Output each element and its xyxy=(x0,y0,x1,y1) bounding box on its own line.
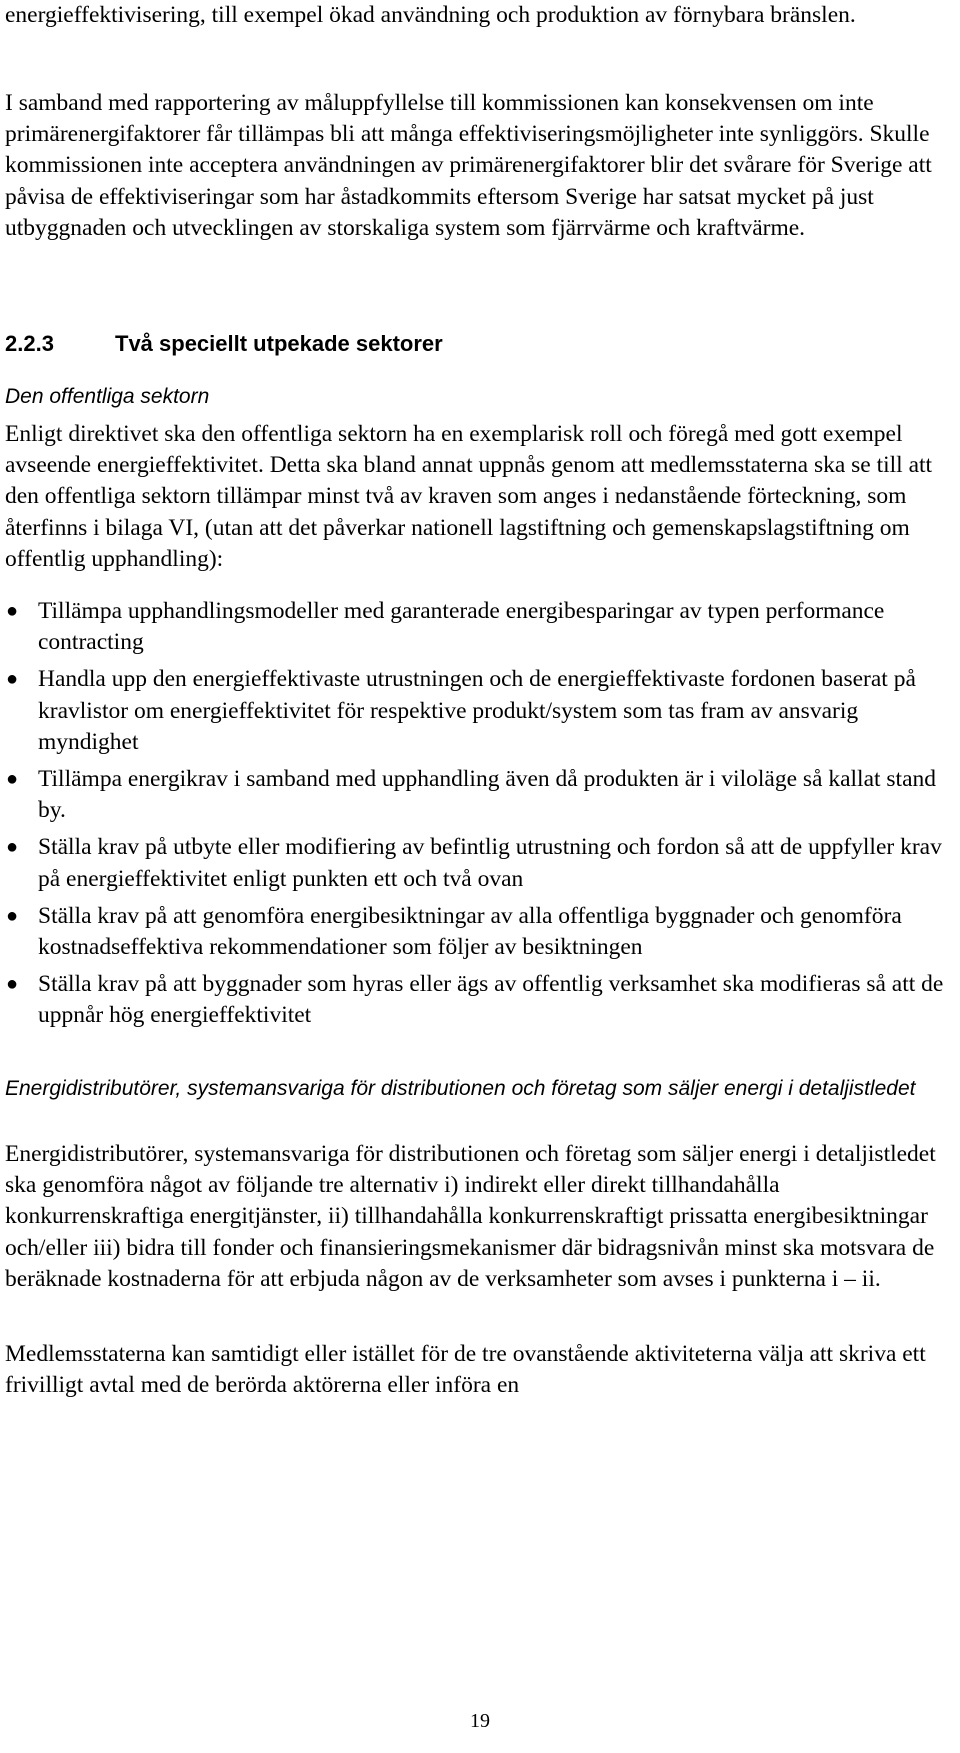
paragraph-public-sector: Enligt direktivet ska den offentliga sektorn ha en exemplarisk roll och föregå med gott exempel avseende energieffektivitet. Detta ska bland annat uppnås genom att medlemsstaterna ska se till att den offentliga sektorn tillämpar minst två av kraven som anges i nedanstående förteckning, som återfinns i bilaga VI, (utan att det påverkar nationell lagstiftning och gemenskapslagstiftning om offentlig upphandling): xyxy=(5,421,933,572)
page-number: 19 xyxy=(470,1710,490,1732)
list-item-text: Ställa krav på att byggnader som hyras eller ägs av offentlig verksamhet ska modifieras så att de uppnår hög energieffektivitet xyxy=(38,971,944,1029)
list-item xyxy=(0,969,960,1031)
list-item xyxy=(0,596,960,658)
paragraph-reporting: I samband med rapportering av måluppfyllelse till kommissionen kan konsekvensen om inte primärenergifaktorer får tillämpas bli att många effektiviseringsmöjligheter inte synliggörs. Skulle kommissionen inte acceptera användningen av primärenergifaktorer blir det svårare för Sverige att påvisa de effektiviseringar som har åstadkommits eftersom Sverige har satsat mycket på just utbyggnaden och utvecklingen av storskaliga system som fjärrvärme och kraftvärme. xyxy=(5,90,932,241)
list-item-text: Tillämpa upphandlingsmodeller med garanterade energibesparingar av typen performance contracting xyxy=(38,598,885,656)
list-item xyxy=(0,764,960,826)
bullet-icon: ● xyxy=(6,768,19,791)
list-item-text: Ställa krav på utbyte eller modifiering av befintlig utrustning och fordon så att de uppfyller krav på energieffektivitet enligt punkten ett och två ovan xyxy=(38,834,942,892)
list-item-text: Handla upp den energieffektivaste utrustningen och de energieffektivaste fordonen baserat på kravlistor om energieffektivitet för respektive produkt/system som tas fram av ansvarig myndighet xyxy=(38,666,916,755)
paragraph-intro: energieffektivisering, till exempel ökad användning och produktion av förnybara bränslen. xyxy=(5,2,856,28)
section-heading xyxy=(5,330,443,358)
bullet-icon: ● xyxy=(6,904,19,927)
bullet-icon: ● xyxy=(6,836,19,859)
section-number: 2.2.3 xyxy=(5,331,54,356)
subheading-energy-distributors: Energidistributörer, systemansvariga för distributionen och företag som säljer energi i detaljistledet xyxy=(5,1077,916,1100)
subheading-public-sector: Den offentliga sektorn xyxy=(5,385,210,408)
list-item xyxy=(0,901,960,963)
list-item-text: Ställa krav på att genomföra energibesiktningar av alla offentliga byggnader och genomföra kostnadseffektiva rekommendationer som följer av besiktningen xyxy=(38,902,902,961)
bullet-icon: ● xyxy=(6,600,19,622)
paragraph-member-states: Medlemsstaterna kan samtidigt eller istället för de tre ovanstående aktiviteterna välja att skriva ett frivilligt avtal med de berörda aktörerna eller införa en xyxy=(5,1341,926,1399)
paragraph-energy-distributors: Energidistributörer, systemansvariga för distributionen och företag som säljer energi i detaljistledet ska genomföra något av följande tre alternativ i) indirekt eller direkt tillhandahålla konkurrenskraftiga energitjänster, ii) tillhandahålla konkurrenskraftigt prissatta energibesiktningar och/eller iii) bidra till fonder och finansieringsmekanismer där bidragsnivån minst ska motsvara de beräknade kostnaderna för att erbjuda någon av de verksamheter som avses i punkterna i – ii. xyxy=(5,1141,936,1292)
list-item xyxy=(0,664,960,758)
list-item xyxy=(0,832,960,894)
bullet-icon: ● xyxy=(6,973,19,996)
requirements-list xyxy=(0,596,960,1038)
bullet-icon: ● xyxy=(6,668,19,691)
section-title: Två speciellt utpekade sektorer xyxy=(115,331,443,356)
list-item-text: Tillämpa energikrav i samband med upphandling även då produkten är i viloläge så kallat stand by. xyxy=(38,766,937,824)
